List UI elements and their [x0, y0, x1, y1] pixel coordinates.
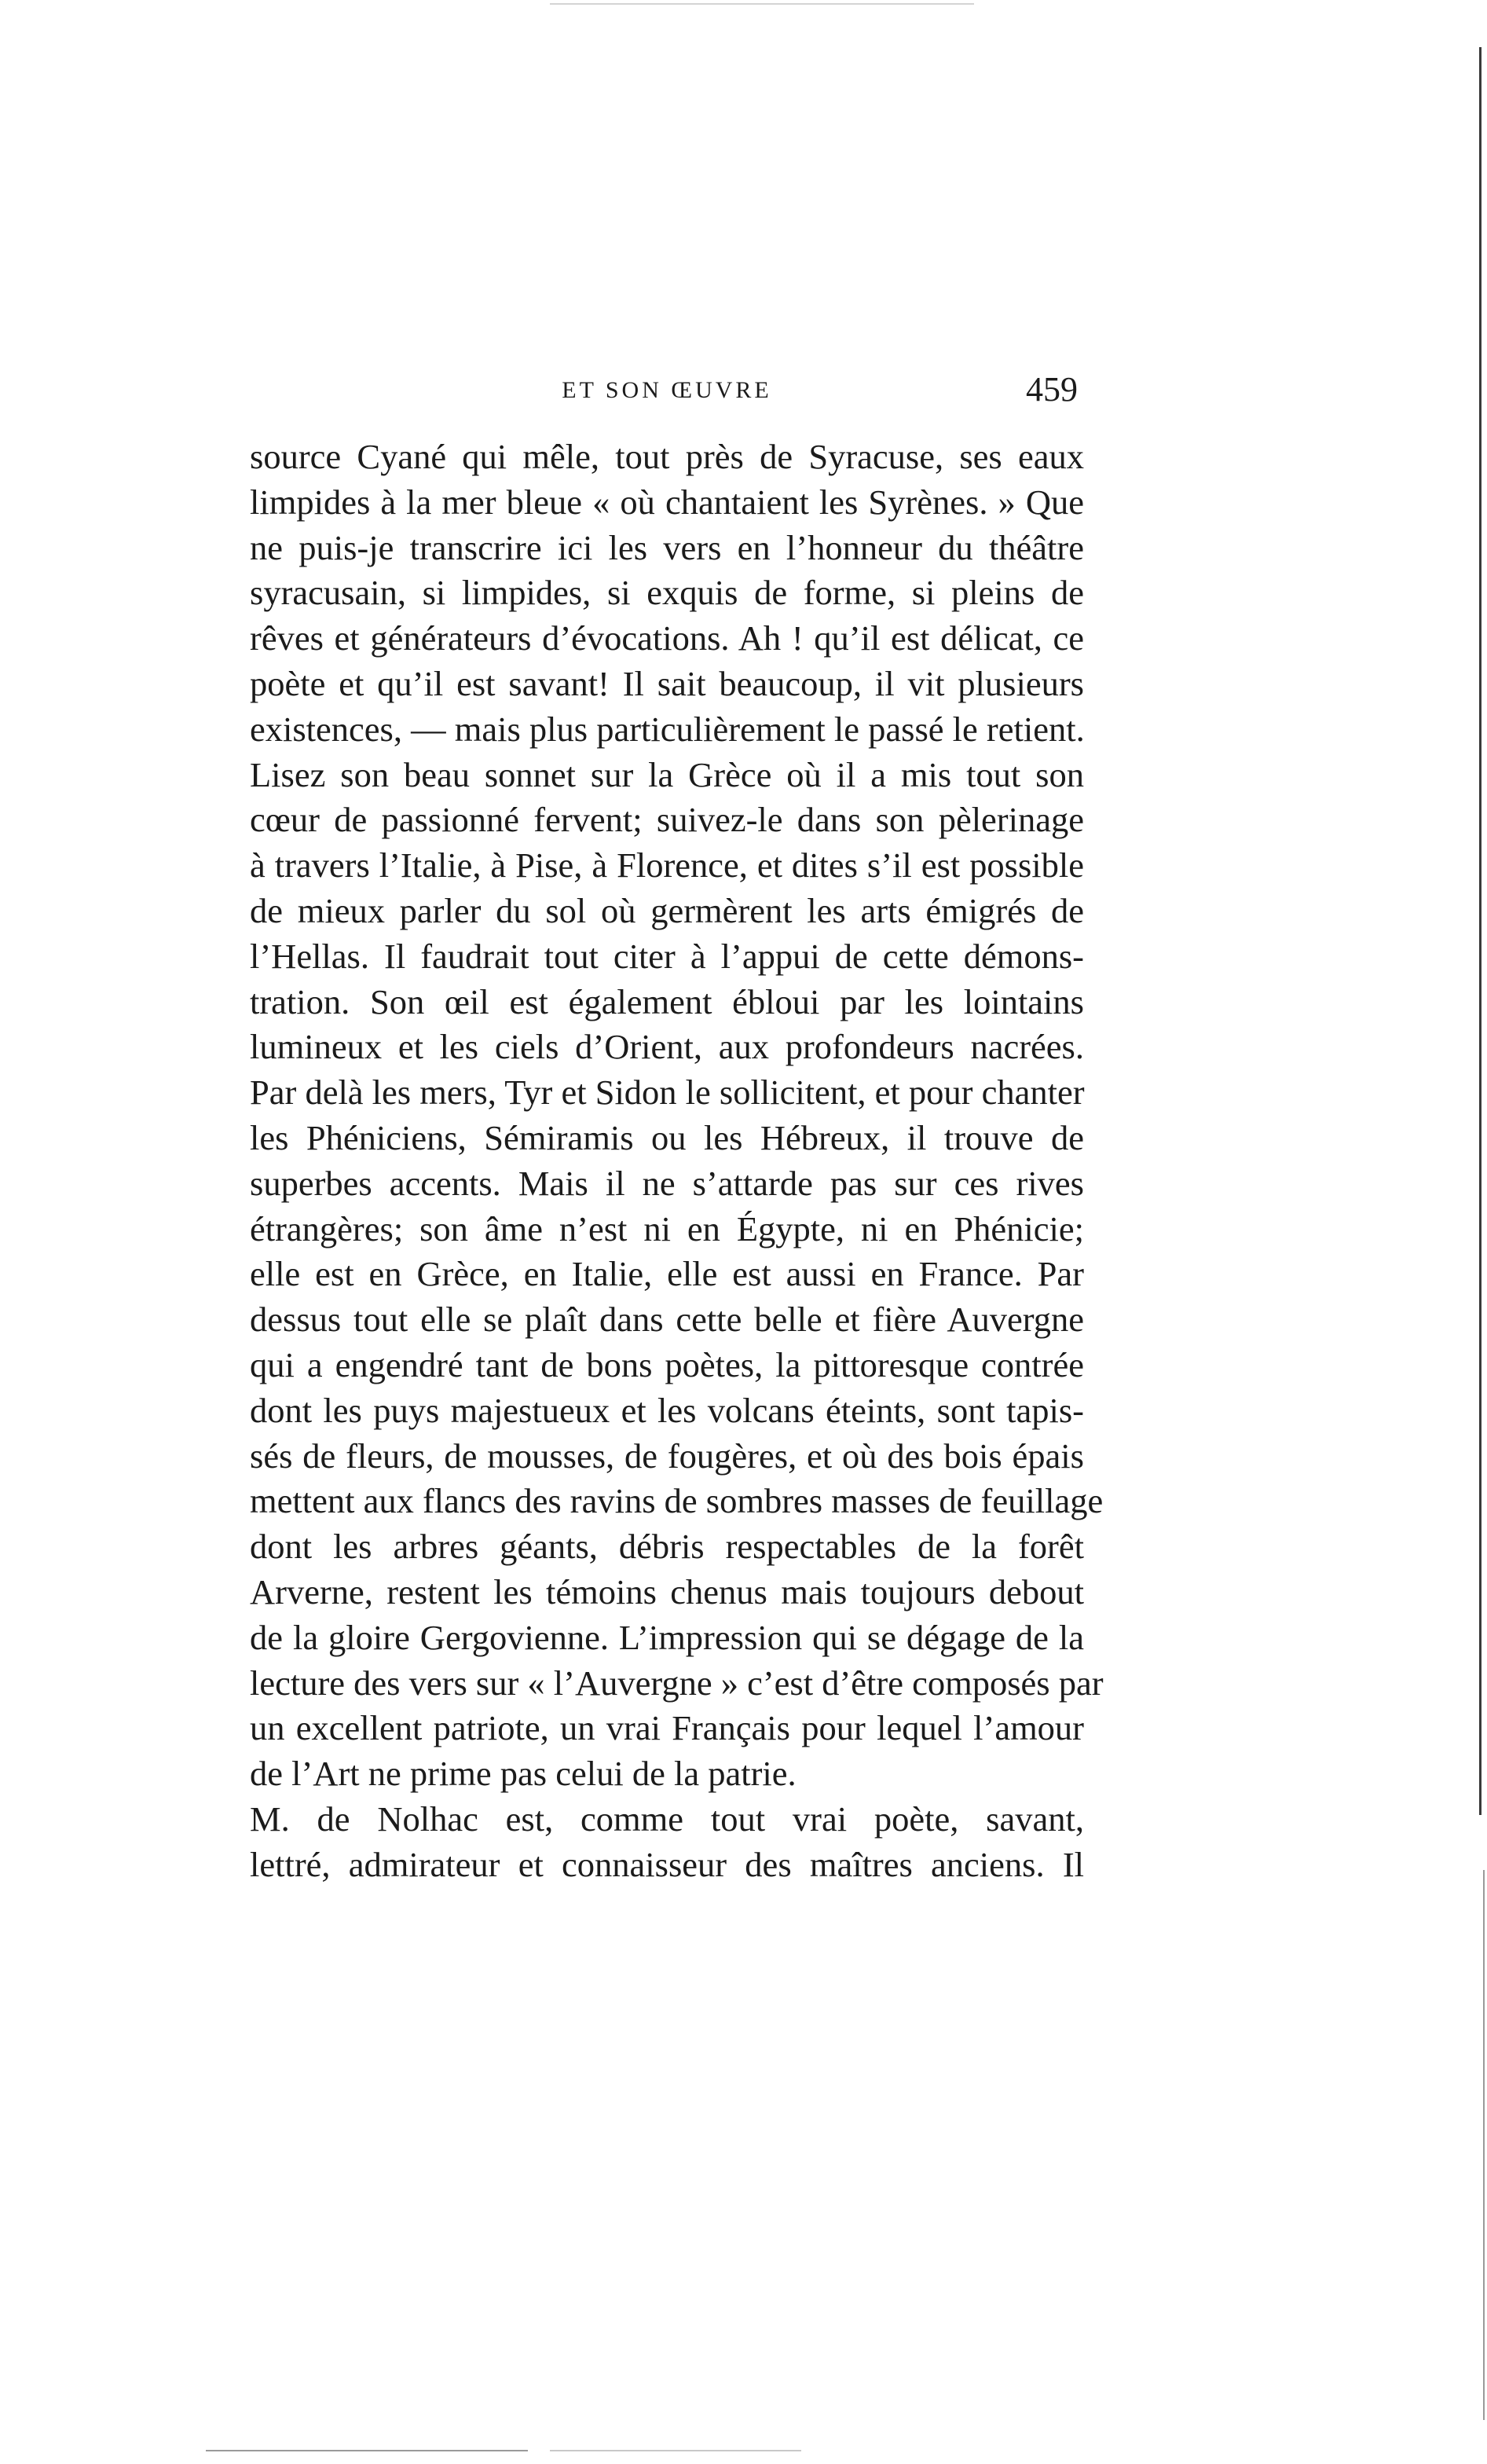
scan-edge-right-lower — [1483, 1870, 1485, 2420]
running-head: ET SON ŒUVRE — [562, 377, 772, 403]
page-number: 459 — [1026, 370, 1078, 409]
text-line: source Cyané qui mêle, tout près de Syracuse, ses eaux — [250, 437, 1084, 476]
text-line: Par delà les mers, Tyr et Sidon le sollicitent, et pour chanter — [250, 1072, 1085, 1113]
text-line: cœur de passionné fervent; suivez-le dans son pèlerinage — [250, 800, 1084, 840]
text-line: limpides à la mer bleue « où chantaient les Syrènes. » Que — [250, 482, 1084, 522]
text-line: étrangères; son âme n’est ni en Égypte, ni en Phénicie; — [250, 1208, 1084, 1248]
text-line: dont les arbres géants, débris respectables de la forêt — [250, 1527, 1084, 1567]
text-line: qui a engendré tant de bons poètes, la pittoresque contrée — [250, 1344, 1084, 1384]
text-line: Arverne, restent les témoins chenus mais toujours debout — [250, 1571, 1084, 1612]
text-line: elle est en Grèce, en Italie, elle est aussi en France. Par — [250, 1254, 1084, 1294]
text-line: l’Hellas. Il faudrait tout citer à l’appui de cette démons- — [250, 936, 1084, 976]
scan-edge-right — [1479, 47, 1482, 1815]
text-line: rêves et générateurs d’évocations. Ah ! qu’il est délicat, ce — [250, 618, 1084, 658]
text-line: tration. Son œil est également ébloui par les lointains — [250, 981, 1084, 1021]
text-line: à travers l’Italie, à Pise, à Florence, et dites s’il est possible — [250, 845, 1084, 886]
text-line: dessus tout elle se plaît dans cette belle et fière Auvergne — [250, 1300, 1084, 1340]
text-line: ne puis-je transcrire ici les vers en l’honneur du théâtre — [250, 527, 1084, 567]
text-line: syracusain, si limpides, si exquis de forme, si pleins de — [250, 573, 1084, 613]
text-line: un excellent patriote, un vrai Français pour lequel l’amour — [250, 1708, 1084, 1748]
text-line: Lisez son beau sonnet sur la Grèce où il a mis tout son — [250, 754, 1084, 794]
scan-edge-bottom-faint — [550, 2450, 801, 2451]
paragraph-first-line: M. de Nolhac est, comme tout vrai poète, savant, — [250, 1798, 1084, 1839]
page-header — [250, 369, 1084, 424]
scan-edge-bottom — [206, 2450, 528, 2451]
body-text — [250, 434, 1104, 1888]
text-line: dont les puys majestueux et les volcans éteints, sont tapis- — [250, 1390, 1084, 1430]
text-line: poète et qu’il est savant! Il sait beaucoup, il vit plusieurs — [250, 663, 1084, 703]
text-line: de la gloire Gergovienne. L’impression qui se dégage de la — [250, 1617, 1084, 1657]
paragraph-last-line: de l’Art ne prime pas celui de la patrie. — [250, 1754, 797, 1794]
text-line: sés de fleurs, de mousses, de fougères, et où des bois épais — [250, 1436, 1084, 1476]
text-line: les Phéniciens, Sémiramis ou les Hébreux, il trouve de — [250, 1117, 1084, 1157]
text-line: lecture des vers sur « l’Auvergne » c’est d’être composés par — [250, 1663, 1104, 1703]
text-line: lumineux et les ciels d’Orient, aux profondeurs nacrées. — [250, 1027, 1084, 1067]
text-line: superbes accents. Mais il ne s’attarde pas sur ces rives — [250, 1163, 1084, 1203]
text-line: existences, — mais plus particulièrement le passé le retient. — [250, 709, 1085, 749]
text-line: de mieux parler du sol où germèrent les arts émigrés de — [250, 890, 1084, 930]
scan-edge-top — [550, 3, 974, 5]
text-line: mettent aux flancs des ravins de sombres masses de feuillage — [250, 1481, 1104, 1521]
text-line: lettré, admirateur et connaisseur des maîtres anciens. Il — [250, 1844, 1084, 1884]
